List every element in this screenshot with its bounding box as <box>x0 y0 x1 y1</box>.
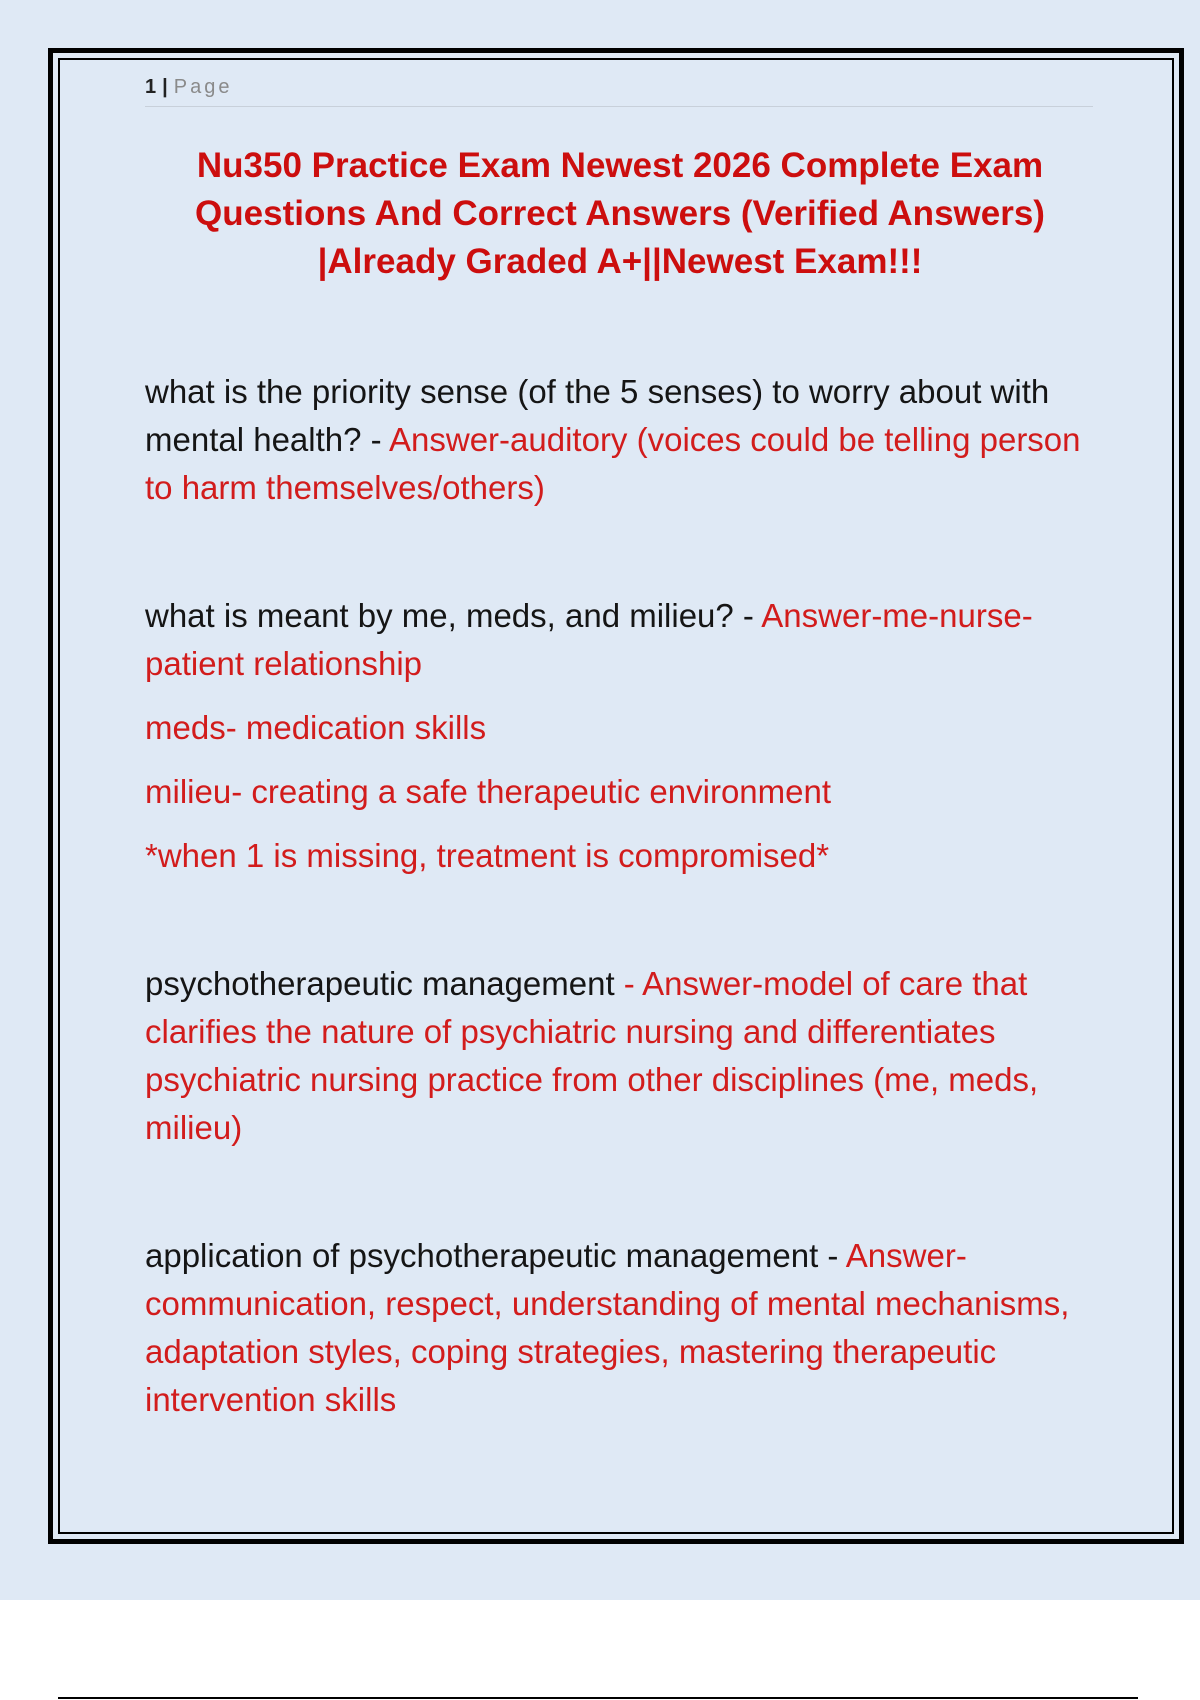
answer-text: Answer-auditory (voices could be telling person to harm themselves/others) <box>145 421 1081 506</box>
qa-paragraph <box>145 368 1105 512</box>
question-text: what is meant by me, meds, and milieu? - <box>145 597 762 634</box>
answer-extra-line: *when 1 is missing, treatment is compromised* <box>145 837 830 874</box>
qa-paragraph <box>145 960 1105 1152</box>
qa-item-psychotherapeutic-management <box>145 960 1105 1152</box>
qa-item-priority-sense <box>145 368 1105 512</box>
title-line-2: Questions And Correct Answers (Verified Answers) <box>195 194 1045 233</box>
qa-paragraph <box>145 592 1105 688</box>
question-text: what is the priority sense (of the 5 senses) to worry about with mental health? - <box>145 373 1050 458</box>
qa-list <box>145 368 1105 1504</box>
answer-text: - Answer-model of care that clarifies the nature of psychiatric nursing and differentiates psychiatric nursing practice from other disciplines (me, meds, milieu) <box>145 965 1039 1146</box>
page-separator: | <box>162 76 168 98</box>
page-header <box>145 76 1093 107</box>
qa-item-me-meds-milieu <box>145 592 1105 880</box>
page-number: 1 <box>145 76 157 98</box>
answer-extra-line: meds- medication skills <box>145 709 487 746</box>
answer-extra-line: milieu- creating a safe therapeutic environment <box>145 773 832 810</box>
title-line-3: |Already Graded A+||Newest Exam!!! <box>317 242 923 281</box>
answer-text: Answer-communication, respect, understanding of mental mechanisms, adaptation styles, coping strategies, mastering therapeutic intervention skills <box>145 1237 1070 1418</box>
answer-text: Answer-me-nurse-patient relationship <box>145 597 1033 682</box>
question-text: application of psychotherapeutic management - <box>145 1237 846 1274</box>
document-title <box>120 142 1120 286</box>
title-line-1: Nu350 Practice Exam Newest 2026 Complete Exam <box>196 146 1044 185</box>
qa-paragraph <box>145 1232 1105 1424</box>
question-text: psychotherapeutic management <box>145 965 615 1002</box>
page-label: Page <box>173 76 233 98</box>
qa-item-application <box>145 1232 1105 1424</box>
footer-rule <box>58 1697 1138 1699</box>
